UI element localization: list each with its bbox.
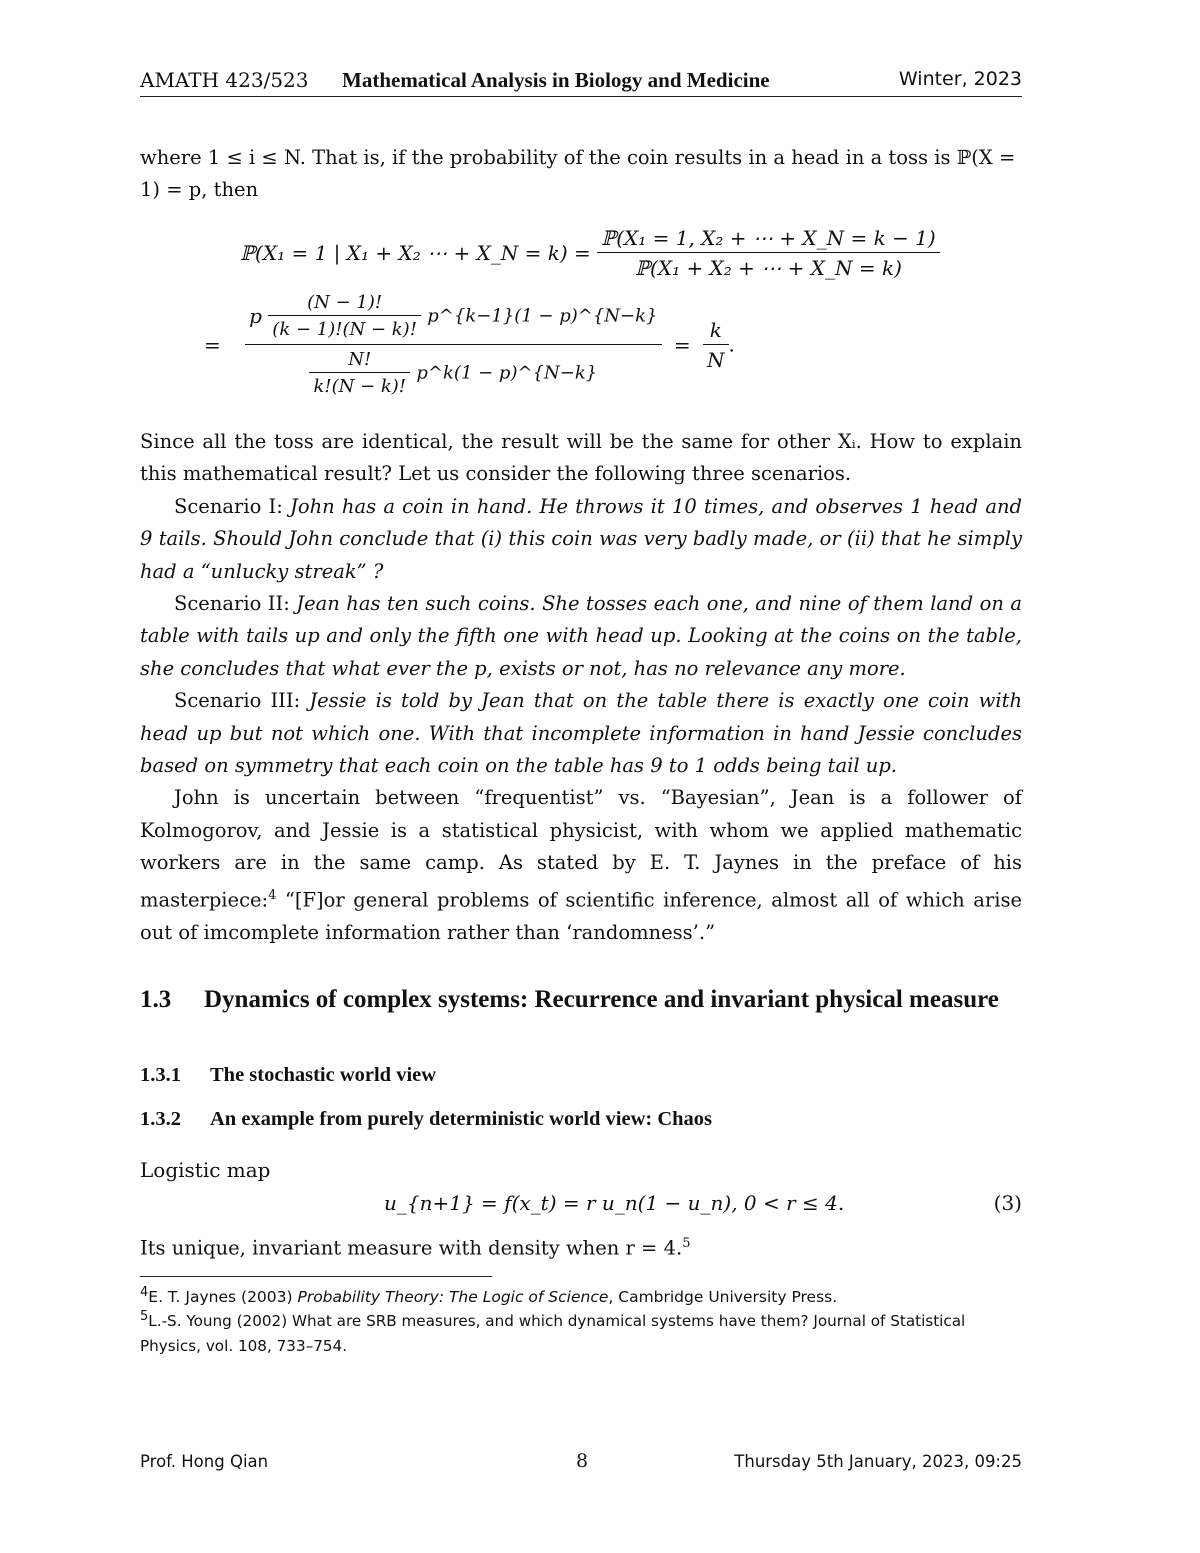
big-fraction-denominator: [245, 344, 661, 397]
logistic-equation: u_{n+1} = f(x_t) = r u_n(1 − u_n), 0 < r ≤ 4.: [384, 1191, 845, 1215]
scenario-3-label: Scenario III:: [174, 689, 301, 713]
footnote-4-mark: 4: [140, 1285, 149, 1300]
scenario-2: [140, 588, 1022, 685]
paragraph-final: [140, 782, 1022, 949]
footnote-5: [140, 1304, 1022, 1359]
intro-text: [140, 142, 1022, 207]
equation-line-1: [240, 226, 940, 280]
scenario-1-label: Scenario I:: [174, 494, 283, 518]
scenario-3: [140, 685, 1022, 782]
header-course: AMATH 423/523: [140, 68, 309, 92]
subsection-1-title: The stochastic world view: [210, 1064, 437, 1086]
header-title: Mathematical Analysis in Biology and Medicine: [342, 68, 770, 92]
footnote-ref-4[interactable]: 4: [268, 887, 277, 903]
result-fraction: [703, 318, 729, 372]
binom-den-top: N!: [348, 349, 372, 370]
equation-rhs-numerator: ℙ(X₁ = 1, X₂ + ⋯ + X_N = k − 1): [601, 226, 936, 250]
big-fraction: [245, 292, 661, 397]
footnote-4-pre: E. T. Jaynes (2003): [148, 1288, 298, 1307]
scenario-1: [140, 491, 1022, 588]
footnote-rule: [140, 1276, 492, 1277]
subsection-2-title: An example from purely deterministic world view: Chaos: [210, 1108, 713, 1130]
header-term: Winter, 2023: [898, 68, 1022, 90]
result-numerator: k: [709, 317, 722, 342]
result-denominator: N: [703, 344, 729, 372]
logistic-label: Logistic map: [140, 1158, 271, 1182]
body-paragraphs: [140, 426, 1022, 949]
equals-sign: =: [204, 332, 221, 357]
subsection-2: [140, 1108, 712, 1131]
binom-den-fraction: [309, 349, 410, 397]
scenario-2-label: Scenario II:: [174, 592, 290, 616]
equals-sign-2: =: [673, 332, 691, 357]
binom-num-bottom: (k − 1)!(N − k)!: [268, 315, 421, 340]
paragraph-final-quote: “[F]or general problems of scientific inference, almost all of which arise out of imcomplete information rather than ‘randomness’.”: [140, 888, 1022, 944]
scenario-3-text: Jessie is told by Jean that on the table there is exactly one coin with head up but not which one. With that incomplete information in hand Jessie concludes based on symmetry that each coin on the table has 9 to 1 odds being tail up.: [140, 689, 1022, 778]
binom-num-fraction: [268, 292, 421, 340]
footer-page-number: 8: [576, 1450, 589, 1472]
scenario-2-text: Jean has ten such coins. She tosses each one, and nine of them land on a table with tails up and only the fifth one with head up. Looking at the coins on the table, she concludes that what ever the p, exists or not, has no relevance any more.: [140, 592, 1022, 680]
paragraph-1: Since all the toss are identical, the result will be the same for other Xᵢ. How to explain this mathematical result? Let us consider the following three scenarios.: [140, 430, 1022, 486]
subsection-1-number: 1.3.1: [140, 1064, 181, 1086]
footer-date: Thursday 5th January, 2023, 09:25: [734, 1452, 1022, 1471]
intro-line-2: 1) = p, then: [140, 178, 259, 202]
logistic-after-text: Its unique, invariant measure with density when r = 4.: [140, 1236, 683, 1260]
footer-author: Prof. Hong Qian: [140, 1452, 269, 1471]
footnote-5-text: L.-S. Young (2002) What are SRB measures, and which dynamical systems have them? Journal of Statistical Physics, vol. 108, 733–754.: [140, 1312, 966, 1356]
big-fraction-numerator: p $\frac{(N - 1)!}{(k - 1)!(N - k)!}$ p^{k−1}(1 − p)^{N−k}: [249, 292, 658, 340]
scenario-1-text: John has a coin in hand. He throws it 10 times, and observes 1 head and 9 tails. Should John conclude that (i) this coin was very badly made, or (ii) that he simply had a “unlucky streak” ?: [140, 494, 1022, 583]
intro-line-1: where 1 ≤ i ≤ N. That is, if the probability of the coin results in a head in a toss is ℙ(X =: [140, 146, 1016, 169]
footnote-4-title: Probability Theory: The Logic of Science: [297, 1288, 609, 1307]
equation-lhs: ℙ(X₁ = 1 | X₁ + X₂ ⋯ + X_N = k) =: [240, 241, 591, 265]
equation-rhs-fraction: [597, 226, 940, 280]
logistic-after: [140, 1236, 690, 1260]
header-rule: [140, 96, 1022, 97]
equation-number: (3): [993, 1191, 1022, 1215]
section-title: Dynamics of complex systems: Recurrence and invariant physical measure: [204, 986, 999, 1013]
binom-num-tail: p^{k−1}(1 − p)^{N−k}: [427, 305, 658, 327]
footnote-ref-5[interactable]: 5: [682, 1236, 691, 1251]
binom-den-bottom: k!(N − k)!: [309, 372, 410, 397]
section-number: 1.3: [140, 986, 172, 1013]
footnote-4-post: , Cambridge University Press.: [608, 1288, 838, 1307]
subsection-2-number: 1.3.2: [140, 1108, 181, 1130]
equation-line-2: = p $\frac{(N - 1)!}{(k - 1)!(N - k)!}$ p^{k−1}(1 − p)^{N−k} $\frac{N!}{k!(N - k)!}$ p^k(1 − p)^{N−k} = $\frac{k}{N}$ .: [204, 292, 735, 397]
paragraph-final-text: John is uncertain between “frequentist” vs. “Bayesian”, Jean is a follower of Kolmogorov, and Jessie is a statistical physicist, with whom we applied mathematic workers are in the same camp. As stated by E. T. Jaynes in the preface of his masterpiece:: [140, 786, 1022, 912]
binom-num-top: (N − 1)!: [307, 292, 383, 313]
footnote-5-mark: 5: [140, 1309, 149, 1324]
subsection-1: [140, 1064, 436, 1087]
equation-rhs-denominator: ℙ(X₁ + X₂ + ⋯ + X_N = k): [597, 252, 940, 280]
binom-den-tail: p^k(1 − p)^{N−k}: [416, 362, 598, 384]
